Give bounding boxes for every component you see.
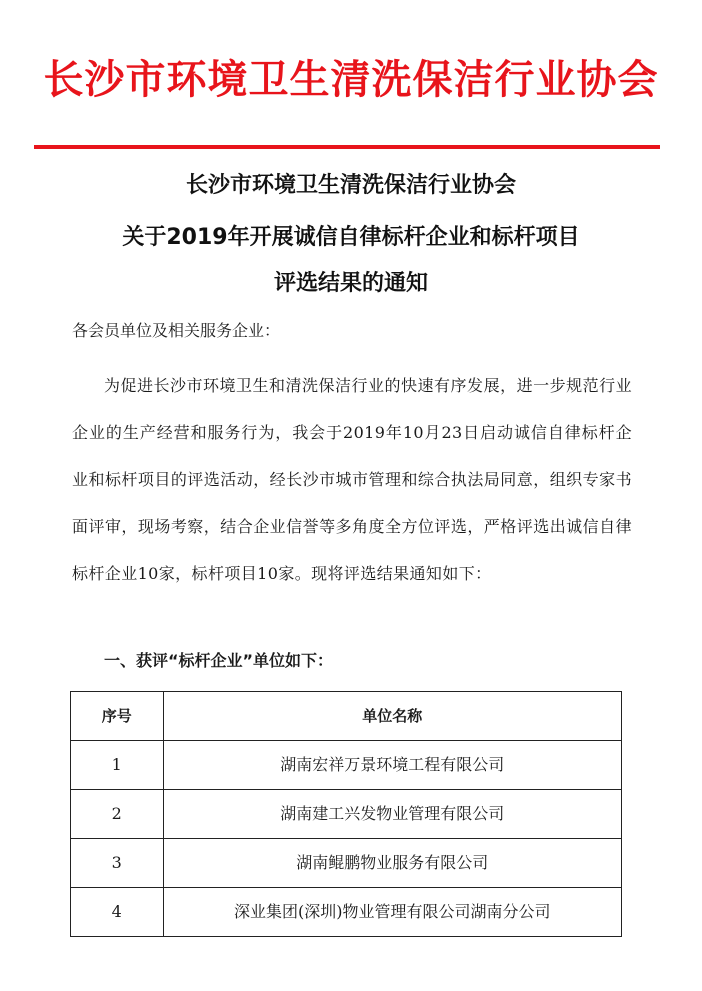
body-paragraph: 为促进长沙市环境卫生和清洗保洁行业的快速有序发展，进一步规范行业企业的生产经营和服务行为，我会于2019年10月23日启动诚信自律标杆企业和标杆项目的评选活动，经长沙市城市管理和综合执法局同意，组织专家书面评审，现场考察，结合企业信誉等多角度全方位评选，严格评选出诚信自律标杆企业10家，标杆项目10家。现将评选结果通知如下： xyxy=(72,376,632,583)
row-unit-name: 湖南宏祥万景环境工程有限公司 xyxy=(163,741,621,790)
row-serial-number: 1 xyxy=(71,741,164,790)
table-header-row xyxy=(71,692,622,741)
table-row xyxy=(71,741,622,790)
row-serial-number: 3 xyxy=(71,839,164,888)
row-serial-number: 4 xyxy=(71,888,164,937)
section-heading-benchmark-enterprises: 一、获评“标杆企业”单位如下： xyxy=(104,651,334,670)
notice-title-line-2: 关于2019年开展诚信自律标杆企业和标杆项目 xyxy=(122,225,580,250)
benchmark-enterprise-table xyxy=(70,691,622,937)
masthead-red-rule xyxy=(34,145,660,149)
masthead-title: 长沙市环境卫生清洗保洁行业协会 xyxy=(43,57,659,103)
row-unit-name: 湖南建工兴发物业管理有限公司 xyxy=(163,790,621,839)
table-row xyxy=(71,839,622,888)
notice-title-line-3: 评选结果的通知 xyxy=(273,271,428,296)
row-unit-name: 深业集团(深圳)物业管理有限公司湖南分公司 xyxy=(163,888,621,937)
table-row xyxy=(71,888,622,937)
header-serial-number: 序号 xyxy=(71,692,164,741)
row-unit-name: 湖南鲲鹏物业服务有限公司 xyxy=(163,839,621,888)
table-row xyxy=(71,790,622,839)
salutation: 各会员单位及相关服务企业： xyxy=(72,321,281,340)
notice-title-line-1: 长沙市环境卫生清洗保洁行业协会 xyxy=(185,173,516,198)
row-serial-number: 2 xyxy=(71,790,164,839)
header-unit-name: 单位名称 xyxy=(163,692,621,741)
